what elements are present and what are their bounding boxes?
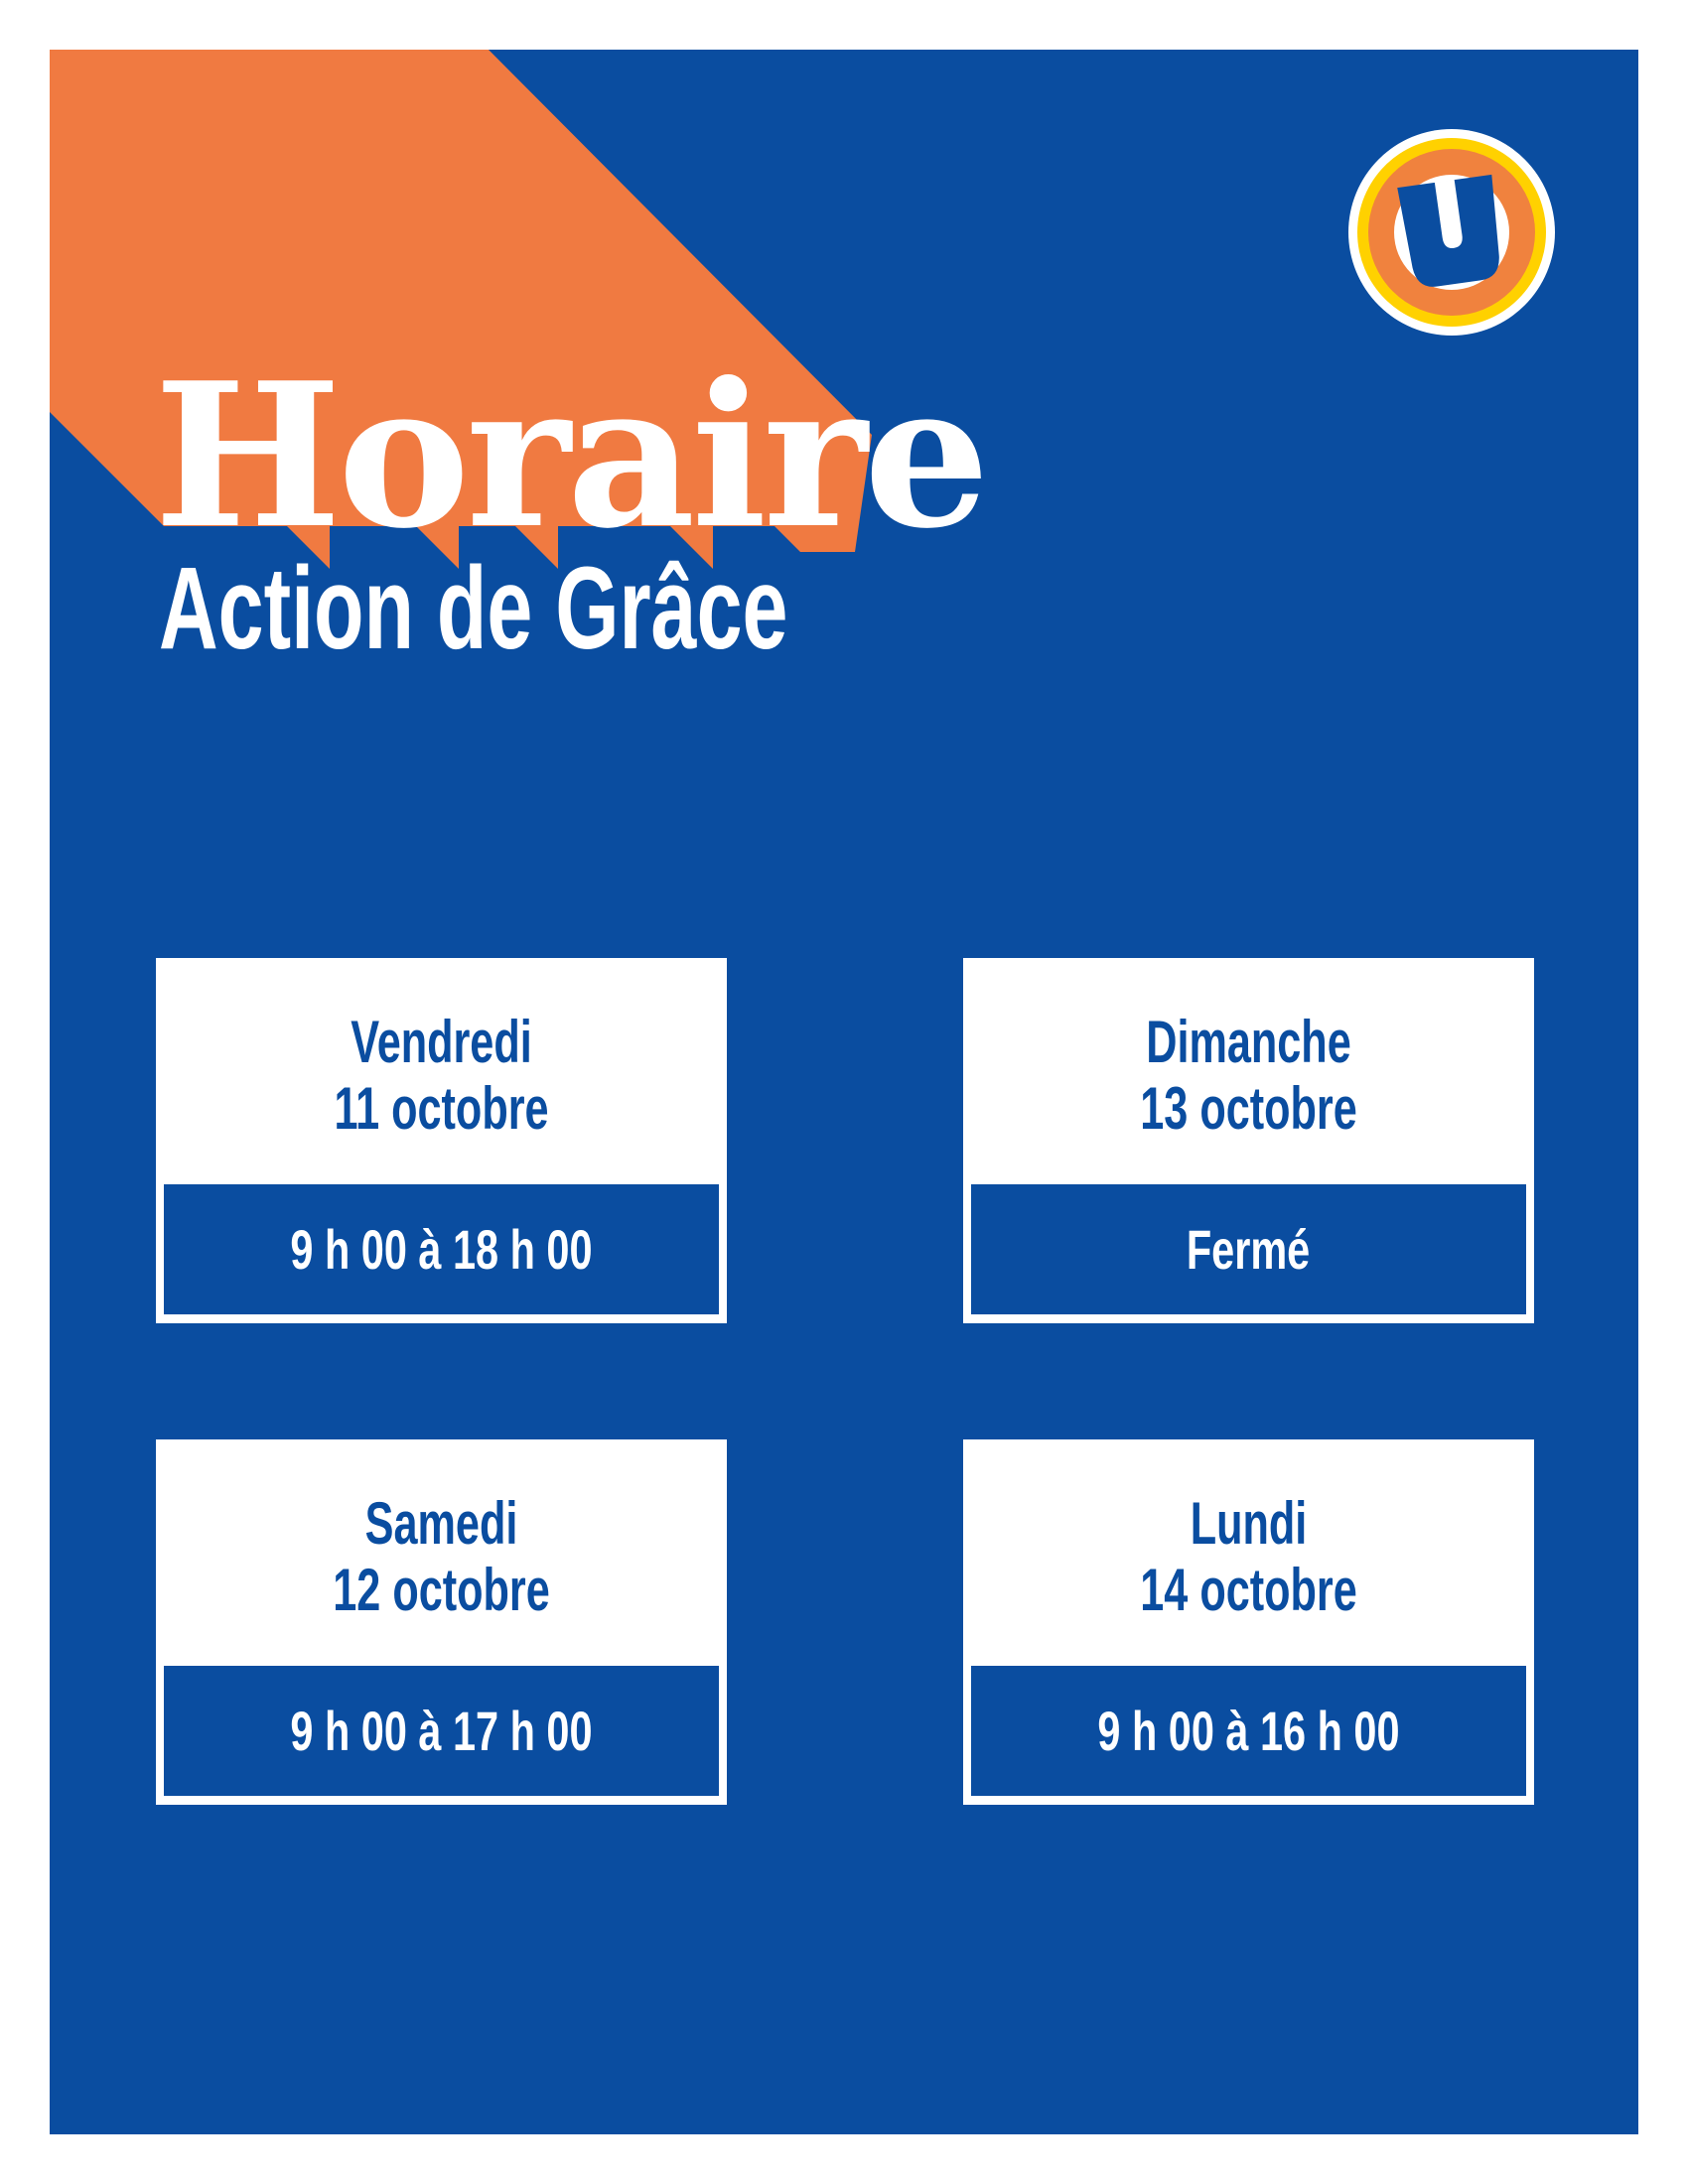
card-dimanche [963, 958, 1534, 1323]
page-title: Horaire [154, 340, 986, 573]
card-date-block [1044, 1490, 1455, 1623]
card-day-label: Samedi [364, 1490, 518, 1557]
card-hours-band [164, 1184, 719, 1314]
page-subtitle: Action de Grâce [159, 543, 788, 674]
card-samedi [156, 1439, 727, 1805]
card-hours-label: 9 h 00 à 17 h 00 [290, 1700, 593, 1762]
card-vendredi [156, 958, 727, 1323]
card-lundi [963, 1439, 1534, 1805]
card-date-label: 14 octobre [1140, 1557, 1357, 1623]
card-date-block [235, 1490, 646, 1623]
card-date-block [1044, 1009, 1455, 1142]
card-hours-label: 9 h 00 à 18 h 00 [290, 1218, 593, 1281]
u-logo-icon [1344, 125, 1559, 340]
card-date-label: 13 octobre [1140, 1075, 1357, 1142]
card-hours-label: 9 h 00 à 16 h 00 [1097, 1700, 1400, 1762]
poster-background [50, 50, 1638, 2134]
card-date-block [235, 1009, 646, 1142]
card-hours-label: Fermé [1187, 1218, 1311, 1281]
card-hours-band [971, 1184, 1526, 1314]
card-hours-band [971, 1666, 1526, 1796]
card-hours-band [164, 1666, 719, 1796]
card-day-label: Vendredi [351, 1009, 532, 1075]
card-date-label: 11 octobre [334, 1075, 549, 1142]
card-day-label: Dimanche [1146, 1009, 1351, 1075]
card-date-label: 12 octobre [333, 1557, 550, 1623]
card-day-label: Lundi [1190, 1490, 1308, 1557]
u-brand-logo [1344, 125, 1559, 340]
